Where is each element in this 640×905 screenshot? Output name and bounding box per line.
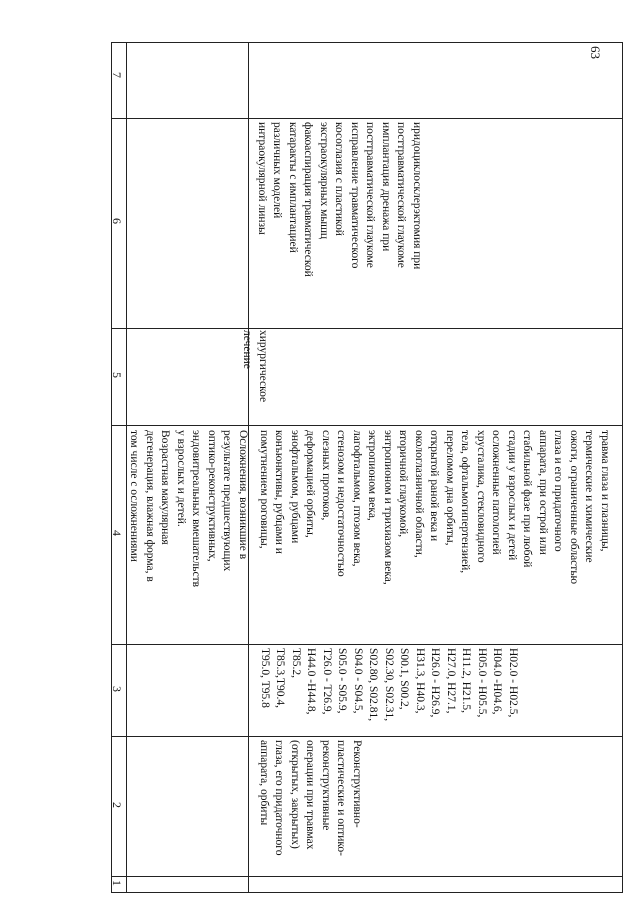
code-line: T85.2,: [290, 648, 302, 679]
main-row-col2-service-name: [256, 740, 365, 874]
text-line: лечение: [241, 330, 254, 369]
text-line: энофтальмом, рубцами: [289, 430, 301, 544]
text-line: стабильной фазе при любой: [521, 430, 534, 568]
table-border-right: [622, 42, 623, 893]
main-row-col5-treatment-type: [239, 330, 270, 424]
code-line: T95.0, T95.8: [259, 648, 271, 708]
code-line: S04.0 - S04.5,: [352, 648, 364, 714]
text-line: переломом дна орбиты,: [444, 430, 456, 546]
text-line: реконструктивные: [320, 740, 332, 831]
text-line: косоглазия с пластикой: [333, 122, 346, 236]
text-line: катаракты с имплантацией: [287, 122, 299, 253]
text-line: аппарата, орбиты: [258, 740, 270, 826]
column-number-1: 1: [110, 880, 124, 886]
code-line: S05.0 - S05.9,: [336, 648, 349, 714]
text-line: эктропионом века,: [366, 430, 379, 521]
text-line: окологлазничной области,: [413, 430, 425, 558]
text-line: помутнением роговицы,: [258, 430, 270, 549]
text-line: стенозом и недостаточностью: [335, 430, 348, 577]
col-divider-6-7: [111, 118, 622, 119]
text-line: (открытых, закрытых): [289, 740, 301, 849]
text-line: аппарата, при острой или: [537, 430, 549, 555]
column-number-5: 5: [110, 372, 124, 378]
col-divider-3-4: [111, 644, 622, 645]
text-line: имплантация дренажа при: [380, 122, 392, 252]
text-line: травма глаза и глазницы,: [599, 430, 611, 552]
text-line: результате предшествующих: [221, 430, 234, 572]
text-line: операции при травмах: [304, 740, 317, 850]
text-line: лагофтальмом, птозом века,: [351, 430, 363, 567]
col-divider-1-2: [111, 876, 622, 877]
text-line: иридоциклосклерэктомия при: [411, 122, 423, 270]
text-line: у взрослых и детей.: [175, 430, 187, 527]
table-border-bottom: [111, 892, 622, 893]
text-line: оптико-реконструктивных,: [206, 430, 218, 562]
text-line: хирургическое: [257, 330, 269, 403]
text-line: ожоги, ограниченные областью: [568, 430, 580, 585]
text-line: эндовитреальных вмешательств: [190, 430, 203, 588]
text-line: исправление травматического: [349, 122, 361, 269]
column-number-7: 7: [110, 72, 124, 78]
text-line: глаза, его придаточного: [273, 740, 286, 856]
text-line: открытой раной века и: [428, 430, 441, 542]
text-line: осложненные патологией: [490, 430, 503, 555]
text-line: дегенерация, влажная форма, в: [144, 430, 156, 582]
main-row-col4-diagnosis: [256, 430, 613, 642]
code-line: H44.0 -H44.8,: [305, 648, 318, 715]
code-line: S02.80, S02.81,: [367, 648, 380, 722]
column-number-2: 2: [110, 802, 124, 808]
text-line: интраокулярной линзы: [256, 122, 268, 235]
main-row-col3-codes: [257, 648, 521, 736]
text-line: термические и химические: [583, 430, 596, 563]
code-line: T85.3,T90.4,: [274, 648, 287, 709]
table-border-left: [111, 42, 112, 893]
text-line: глаза и его придаточного: [552, 430, 565, 552]
col-divider-2-3: [111, 736, 622, 737]
text-line: хрусталика, стекловидного: [475, 430, 487, 563]
code-line: H02.0 - H02.5,: [507, 648, 519, 718]
text-line: конъюнктивы, рубцами и: [273, 430, 286, 554]
text-line: Реконструктивно-: [351, 740, 363, 828]
code-line: H27.0, H27.1,: [445, 648, 457, 714]
text-line: посттравматической глаукоме: [364, 122, 377, 268]
col-divider-4-5: [111, 425, 622, 426]
text-line: Возрастная макулярная: [159, 430, 172, 545]
text-line: факоаспирация травматической: [302, 122, 315, 277]
text-line: стадии у взрослых и детей: [506, 430, 518, 561]
code-line: T26.0 - T26.9,: [321, 648, 333, 715]
code-line: H05.0 - H05.5,: [476, 648, 488, 718]
col-divider-5-6: [111, 328, 622, 329]
text-line: Осложнения, возникшие в: [237, 430, 249, 560]
code-line: H11.2, H21.5,: [460, 648, 473, 714]
code-line: H26.0 - H26.9,: [429, 648, 442, 718]
text-line: посттравматической глаукоме: [395, 122, 408, 268]
prev-row-col4: [126, 430, 250, 642]
text-line: энтропионом и трихиазом века,: [382, 430, 394, 585]
text-line: пластические и оптико-: [335, 740, 348, 856]
page-number: 63: [588, 46, 603, 59]
code-line: H31.3, H40.3,: [414, 648, 426, 714]
column-number-4: 4: [110, 530, 124, 536]
column-number-3: 3: [110, 686, 124, 692]
row-col6-treatment-methods: [254, 122, 425, 325]
text-line: деформацией орбиты,: [304, 430, 317, 538]
code-line: H04.0 -H04.6,: [491, 648, 504, 715]
text-line: экстраокулярных мышц: [318, 122, 330, 240]
column-number-6: 6: [110, 218, 124, 224]
table-border-top: [111, 42, 622, 43]
text-line: слезных протоков,: [320, 430, 332, 521]
text-line: различных моделей: [271, 122, 284, 219]
code-line: S00.1, S00.2,: [398, 648, 411, 710]
text-line: вторичной глаукомой,: [397, 430, 410, 538]
code-line: S02.30, S02.31,: [383, 648, 395, 722]
text-line: том числе с осложнениями: [128, 430, 141, 562]
text-line: тела, офтальмогипертензией,: [459, 430, 472, 574]
